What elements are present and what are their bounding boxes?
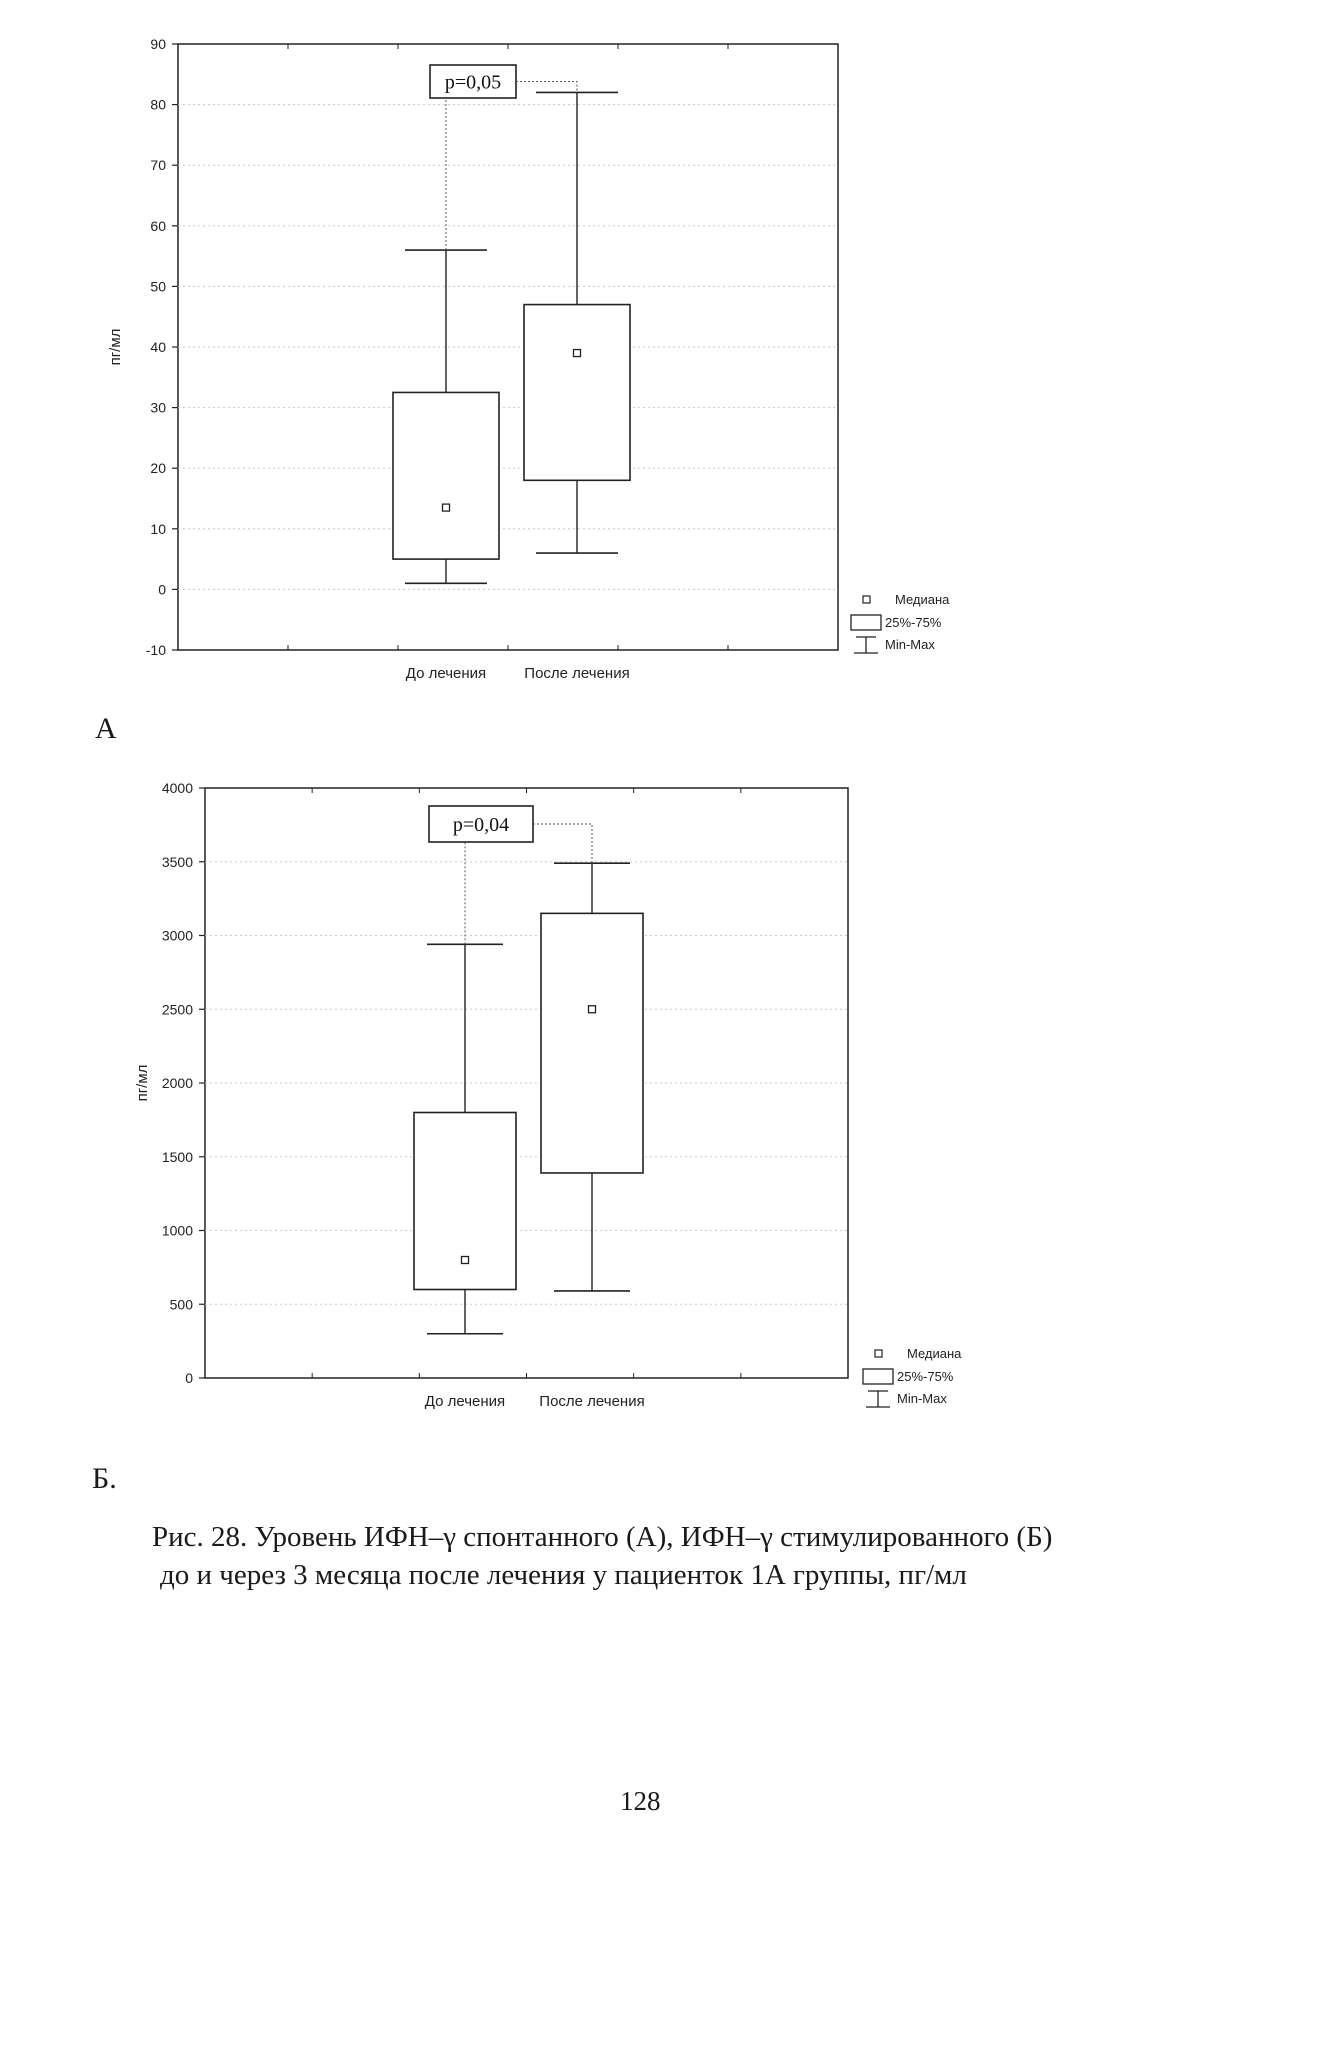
c1-y-tick-label: 4000 xyxy=(161,780,193,796)
c0-legend-median-label: Медиана xyxy=(895,592,950,607)
chart-b xyxy=(0,760,1324,1460)
c1-y-tick-label: 2000 xyxy=(161,1075,193,1091)
c0-category-label: После лечения xyxy=(524,665,630,682)
c1-y-tick-label: 2500 xyxy=(161,1001,193,1018)
c0-pvalue-text: p=0,05 xyxy=(444,71,502,94)
caption-line-2: до и через 3 месяца после лечения у пациенток 1А группы, пг/мл xyxy=(160,1559,967,1591)
c0-y-tick-label: 70 xyxy=(150,157,166,174)
c1-pvalue-text: p=0,04 xyxy=(452,814,510,836)
c1-legend-median-swatch xyxy=(875,1350,882,1357)
c0-category-label: До лечения xyxy=(405,665,487,682)
c1-y-tick-label: 3500 xyxy=(161,853,193,870)
c0-y-tick-label: 80 xyxy=(150,96,166,113)
page-number: 128 xyxy=(620,1786,661,1816)
c0-y-tick-label: 0 xyxy=(158,581,166,598)
c1-y-tick-label: 500 xyxy=(169,1296,193,1313)
c0-iqr-box xyxy=(393,392,499,559)
c0-y-tick-label: 10 xyxy=(150,520,166,537)
c0-y-tick-label: 30 xyxy=(150,399,166,416)
c1-y-tick-label: 0 xyxy=(185,1370,193,1386)
c0-median-marker xyxy=(443,504,450,511)
c1-pvalue-connector-right xyxy=(533,824,592,863)
c1-y-tick-label: 3000 xyxy=(161,927,193,944)
panel-label-b: Б. xyxy=(92,1462,117,1495)
c0-legend-minmax-label: Min-Max xyxy=(885,637,935,652)
c0-legend-iqr-label: 25%-75% xyxy=(885,615,942,630)
c1-category-label: После лечения xyxy=(539,1393,645,1410)
boxplot-a xyxy=(0,0,1324,710)
boxplot-b xyxy=(0,760,1324,1460)
c1-legend-minmax-label: Min-Max xyxy=(897,1391,947,1406)
c0-legend-iqr-swatch xyxy=(851,615,881,630)
c1-y-axis-label: пг/мл xyxy=(134,1064,151,1102)
c0-y-tick-label: 50 xyxy=(150,278,166,295)
figure-caption xyxy=(152,1518,1252,1594)
c1-iqr-box xyxy=(541,913,643,1173)
c1-legend-median-label: Медиана xyxy=(907,1346,962,1361)
c0-y-tick-label: 60 xyxy=(150,217,166,234)
c1-median-marker xyxy=(462,1257,469,1264)
c1-median-marker xyxy=(589,1006,596,1013)
c0-y-tick-label: -10 xyxy=(145,642,166,658)
c1-legend-iqr-label: 25%-75% xyxy=(897,1369,954,1384)
c1-y-tick-label: 1500 xyxy=(161,1148,193,1165)
panel-label-a: А xyxy=(95,712,117,745)
caption-line-1: Рис. 28. Уровень ИФН–γ спонтанного (А), ИФН–γ стимулированного (Б) xyxy=(152,1521,1053,1553)
c0-iqr-box xyxy=(524,305,630,481)
c0-y-tick-label: 40 xyxy=(150,339,166,355)
c0-y-tick-label: 90 xyxy=(150,36,166,52)
chart-a xyxy=(0,0,1324,710)
c0-median-marker xyxy=(574,350,581,357)
c0-y-tick-label: 20 xyxy=(150,460,166,477)
c0-pvalue-connector-right xyxy=(516,82,577,93)
c1-y-tick-label: 1000 xyxy=(161,1222,193,1239)
c1-category-label: До лечения xyxy=(424,1393,506,1410)
c0-legend-median-swatch xyxy=(863,596,870,603)
c0-y-axis-label: пг/мл xyxy=(107,328,124,366)
c1-legend-iqr-swatch xyxy=(863,1369,893,1384)
